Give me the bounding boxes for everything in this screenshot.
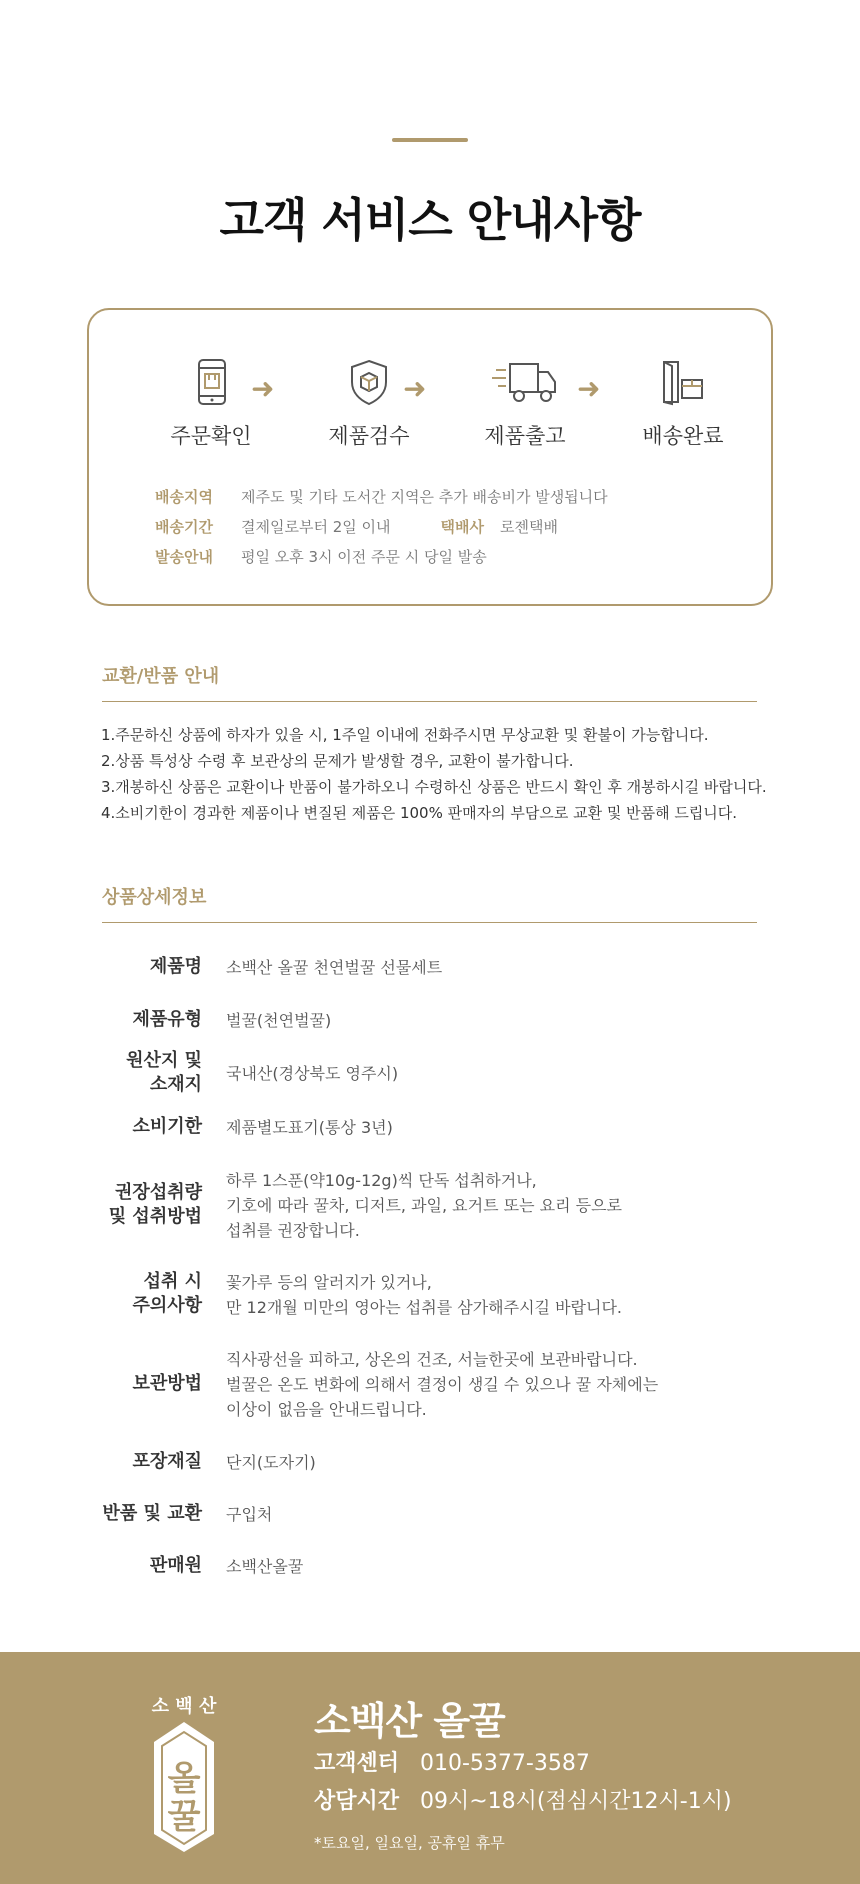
policy-item: 4.소비기한이 경과한 제품이나 변질된 제품은 100% 판매자의 부담으로 교환 및 반품해 드립니다. [101, 804, 738, 822]
detail-key: 반품 및 교환 [102, 1503, 202, 1524]
footer-brand-name: 소백산 올꿀 [314, 1699, 505, 1743]
detail-key: 제품명 [149, 956, 202, 977]
delivery-truck-icon [492, 358, 558, 406]
arrow-icon: ➜ [577, 372, 601, 405]
info-key: 배송기간 [155, 518, 213, 536]
hours-value: 09시~18시(점심시간12시-1시) [420, 1789, 732, 1814]
info-value: 제주도 및 기타 도서간 지역은 추가 배송비가 발생됩니다 [241, 488, 608, 506]
detail-value: 구입처 [226, 1505, 273, 1524]
step-shipping [455, 358, 595, 450]
detail-key: 권장섭취량 및 섭취방법 [108, 1182, 202, 1227]
delivery-region-row [155, 486, 608, 507]
exchange-policy-list [101, 722, 781, 826]
step-label: 제품출고 [484, 424, 566, 448]
policy-item: 3.개봉하신 상품은 교환이나 반품이 불가하오니 수령하신 상품은 반드시 확인 후 개봉하시길 바랍니다. [101, 778, 767, 796]
policy-item: 2.상품 특성상 수령 후 보관상의 문제가 발생할 경우, 교환이 불가합니다. [101, 752, 574, 770]
phone-number: 010-5377-3587 [420, 1751, 590, 1776]
details-section-title: 상품상세정보 [102, 887, 207, 908]
door-box-icon [660, 358, 706, 406]
step-delivered [613, 358, 753, 450]
hours-row [314, 1784, 732, 1815]
arrow-icon: ➜ [251, 372, 275, 405]
footer [0, 1652, 860, 1884]
info-key: 배송지역 [155, 488, 213, 506]
title-accent-bar [392, 138, 468, 142]
step-label: 배송완료 [642, 424, 724, 448]
delivery-period-row [155, 516, 558, 537]
contact-key: 고객센터 [314, 1751, 400, 1776]
detail-value: 소백산 올꿀 천연벌꿀 선물세트 [226, 958, 443, 977]
arrow-icon: ➜ [403, 372, 427, 405]
contact-key: 상담시간 [314, 1789, 400, 1814]
phone-order-icon [191, 358, 231, 406]
exchange-section-title: 교환/반품 안내 [102, 666, 220, 687]
service-process-box [87, 308, 773, 606]
detail-value: 소백산올꿀 [226, 1557, 304, 1576]
step-label: 제품검수 [328, 424, 410, 448]
detail-key: 섭취 시 주의사항 [132, 1271, 202, 1316]
detail-value: 직사광선을 피하고, 상온의 건조, 서늘한곳에 보관바랍니다. 벌꿀은 온도 변화에 의해서 결정이 생길 수 있으나 꿀 자체에는 이상이 없음을 안내드립니다. [226, 1350, 659, 1419]
detail-value: 꽃가루 등의 알러지가 있거나, 만 12개월 미만의 영아는 섭취를 삼가해주시길 바랍니다. [226, 1273, 622, 1317]
detail-value: 벌꿀(천연벌꿀) [226, 1011, 332, 1030]
info-key: 택배사 [440, 518, 484, 536]
info-value: 로젠택배 [499, 518, 558, 536]
detail-key: 원산지 및 소재지 [126, 1050, 202, 1095]
detail-key: 판매원 [149, 1555, 202, 1576]
dispatch-row [155, 546, 487, 567]
shield-box-icon [348, 358, 390, 406]
brand-logo [142, 1688, 226, 1856]
detail-value: 제품별도표기(통상 3년) [226, 1118, 393, 1137]
customer-center-row [314, 1746, 590, 1777]
page-title: 고객 서비스 안내사항 [219, 193, 641, 247]
info-key: 발송안내 [155, 548, 213, 566]
svg-text:꿀: 꿀 [167, 1797, 201, 1837]
detail-value: 단지(도자기) [226, 1453, 316, 1472]
svg-text:소 백 산: 소 백 산 [151, 1696, 217, 1717]
holiday-note: *토요일, 일요일, 공휴일 휴무 [314, 1834, 505, 1852]
detail-key: 포장재질 [132, 1451, 202, 1472]
svg-text:올: 올 [167, 1759, 201, 1799]
policy-item: 1.주문하신 상품에 하자가 있을 시, 1주일 이내에 전화주시면 무상교환 및 환불이 가능합니다. [101, 726, 709, 744]
detail-key: 제품유형 [132, 1009, 202, 1030]
detail-value: 하루 1스푼(약10g-12g)씩 단독 섭취하거나, 기호에 따라 꿀차, 디저트, 과일, 요거트 또는 요리 등으로 섭취를 권장합니다. [226, 1171, 622, 1240]
step-label: 주문확인 [170, 424, 252, 448]
detail-key: 보관방법 [132, 1373, 202, 1394]
section-divider [102, 701, 757, 702]
info-value: 결제일로부터 2일 이내 [241, 518, 391, 536]
detail-value: 국내산(경상북도 영주시) [226, 1064, 399, 1083]
detail-key: 소비기한 [132, 1116, 202, 1137]
section-divider [102, 922, 757, 923]
info-value: 평일 오후 3시 이전 주문 시 당일 발송 [241, 548, 487, 566]
